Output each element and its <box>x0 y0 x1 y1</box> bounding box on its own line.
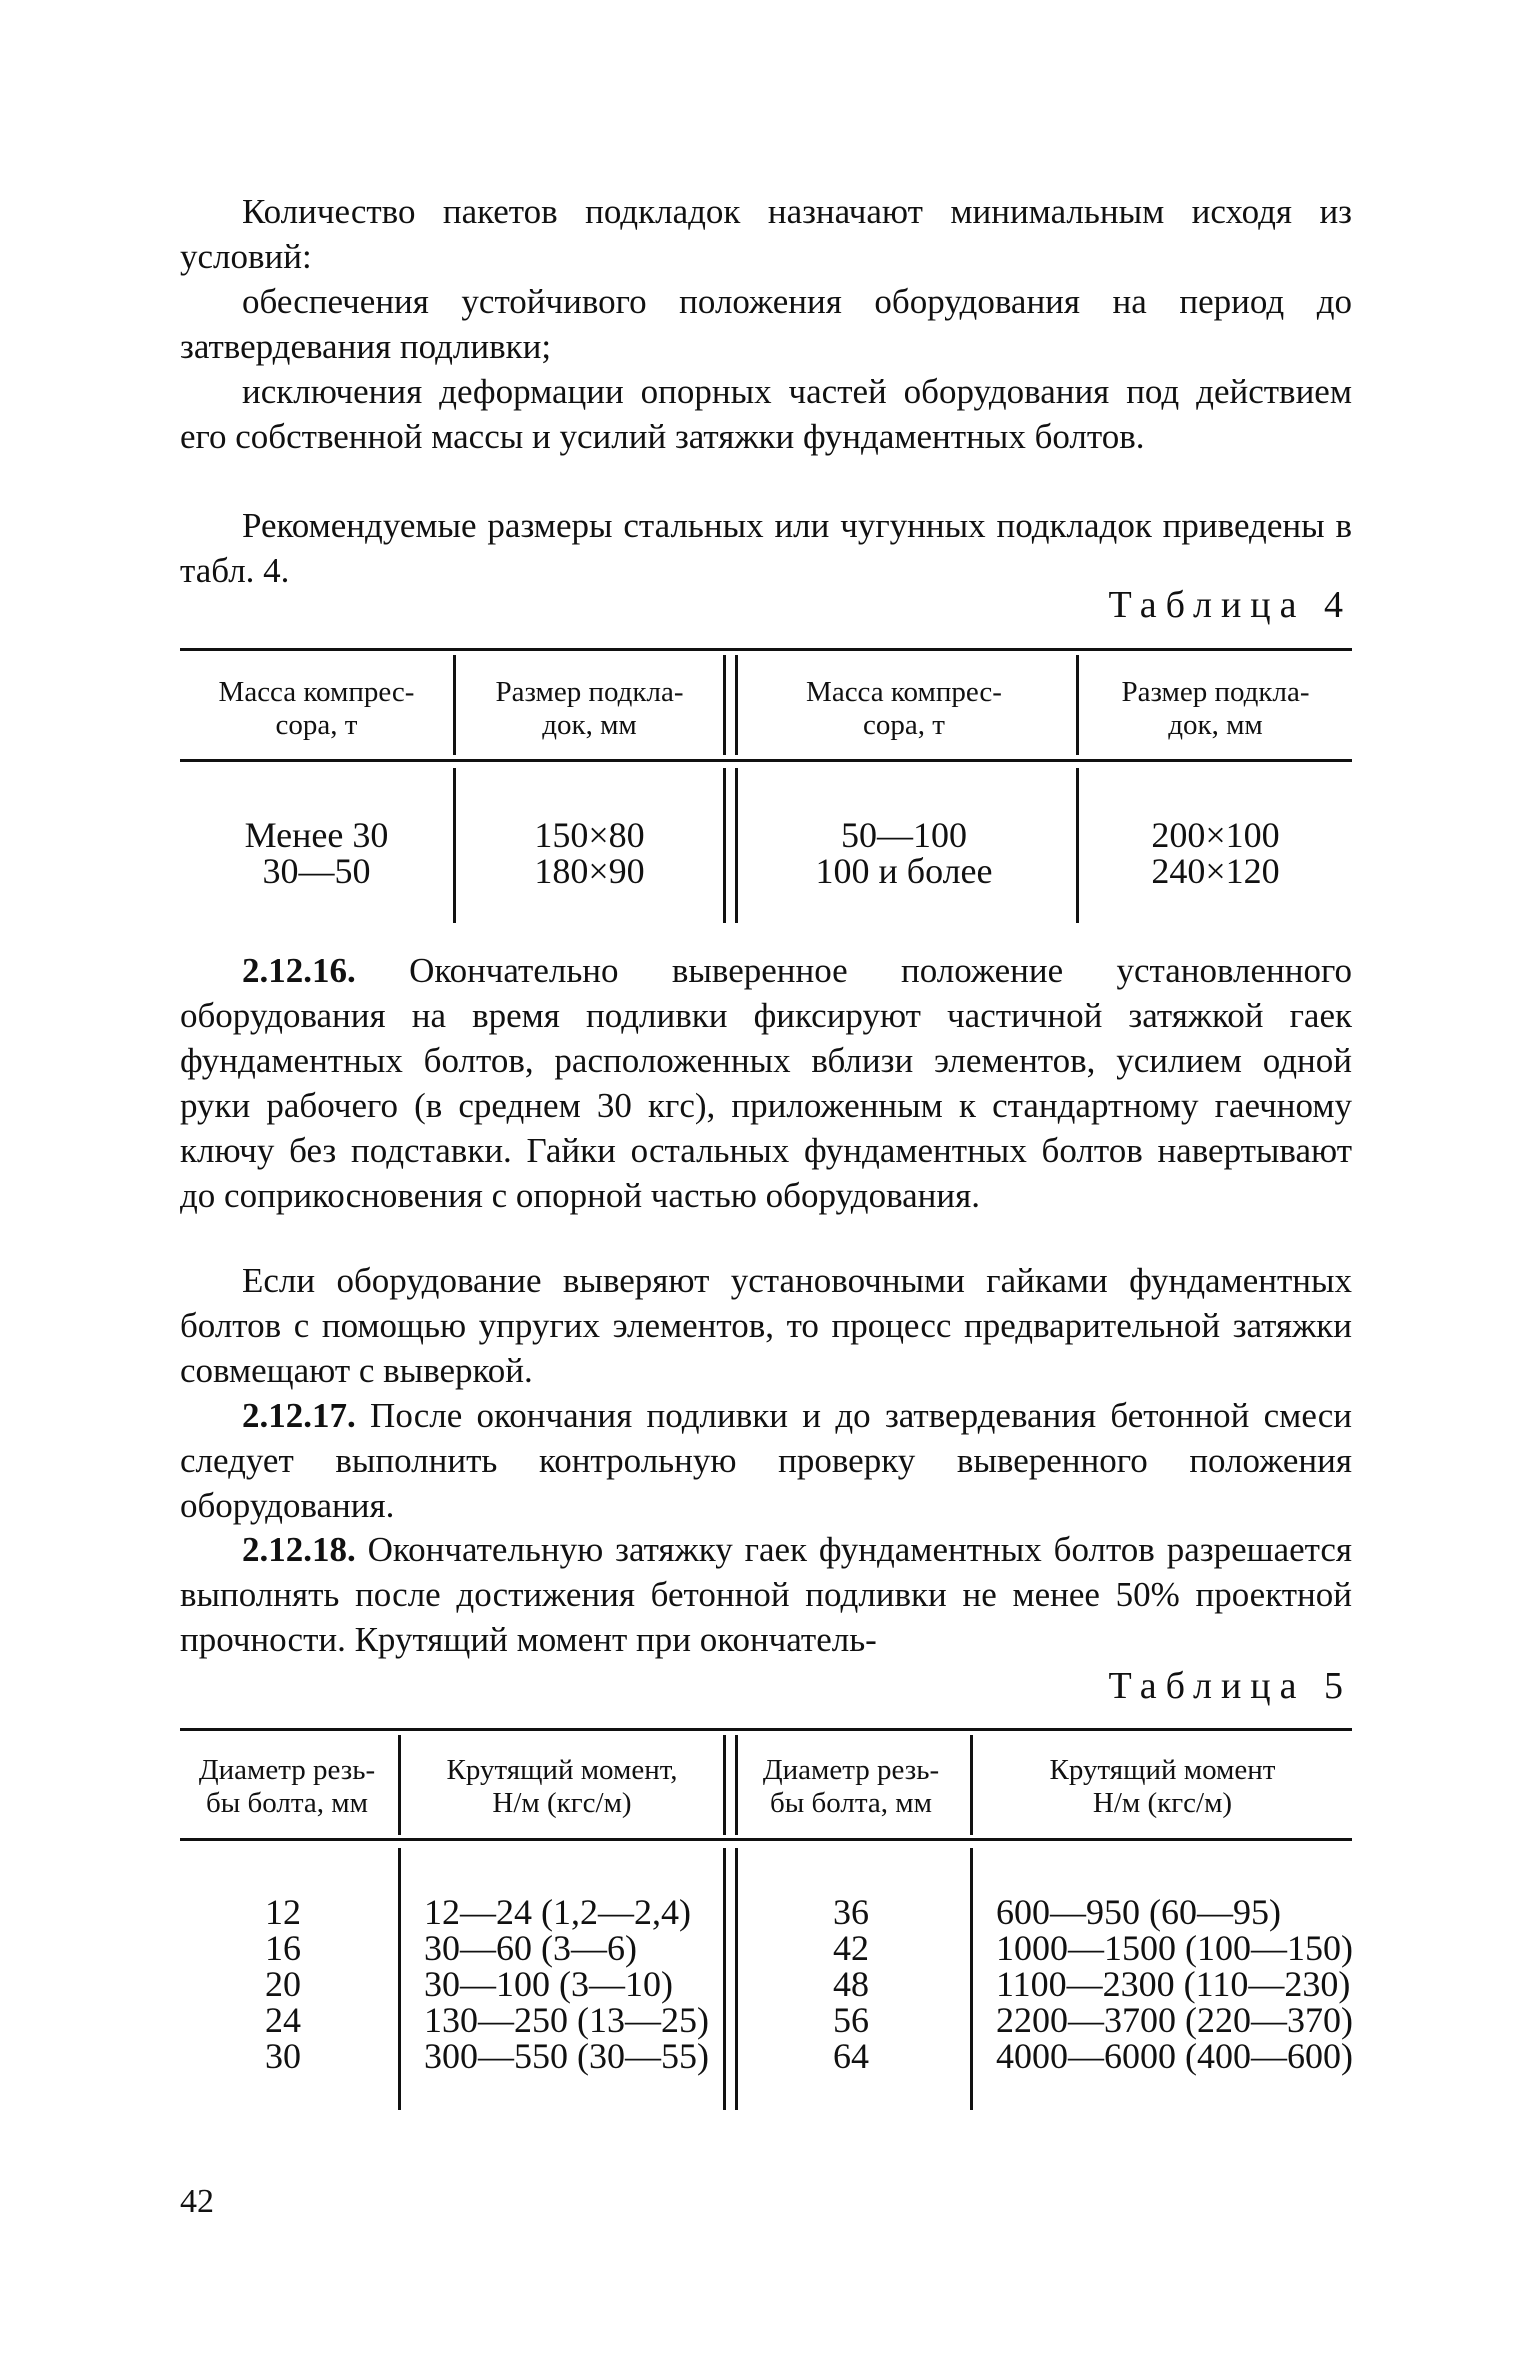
table5-col-diameter-1 <box>180 1894 386 2074</box>
table-cell: 150×80 <box>534 815 645 855</box>
table5-col-torque-2 <box>996 1894 1352 2074</box>
table5-header-rule <box>180 1838 1352 1841</box>
table5-col-torque-1 <box>424 1894 720 2074</box>
table-cell: 1100—2300 (110—230) <box>996 1964 1351 2004</box>
table-cell: 20 <box>265 1964 301 2004</box>
table-cell: 50—100 <box>841 815 967 855</box>
table-cell: 300—550 (30—55) <box>424 2036 709 2076</box>
section-2-12-18 <box>180 1527 1352 1662</box>
paragraph-intro: Количество пакетов подкладок назначают минимальным исходя из условий: <box>180 192 1352 276</box>
table-cell: 130—250 (13—25) <box>424 2000 709 2040</box>
table5-header-diameter-2 <box>732 1754 970 1820</box>
section-number: 2.12.17. <box>242 1396 356 1435</box>
table-cell: 30—60 (3—6) <box>424 1928 637 1968</box>
table5-header-diameter-1 <box>176 1754 398 1820</box>
table-cell: 600—950 (60—95) <box>996 1892 1281 1932</box>
table-cell: 30 <box>265 2036 301 2076</box>
paragraph-preliminary-tightening: Если оборудование выверяют установочными гайками фундаментных болтов с помощью упругих элементов, то процесс предварительной затяжки совмещают с выверкой. <box>180 1261 1352 1390</box>
table-cell: 30—100 (3—10) <box>424 1964 673 2004</box>
table-cell: 16 <box>265 1928 301 1968</box>
table4-header-mass-1 <box>180 676 453 742</box>
section-number: 2.12.18. <box>242 1530 356 1569</box>
table5-top-rule <box>180 1728 1352 1731</box>
table4-col-mass-1 <box>180 817 453 889</box>
table-cell: 1000—1500 (100—150) <box>996 1928 1353 1968</box>
table4-header-text: Размер подкла- док, мм <box>1121 676 1310 741</box>
table4-header-text: Масса компрес- сора, т <box>218 676 415 741</box>
table-cell: 100 и более <box>815 851 993 891</box>
table4-caption: Таблица 4 <box>1108 584 1352 626</box>
table-cell: 56 <box>833 2000 869 2040</box>
table-cell: 36 <box>833 1892 869 1932</box>
table-cell: 64 <box>833 2036 869 2076</box>
table-cell: 2200—3700 (220—370) <box>996 2000 1353 2040</box>
table-cell: 42 <box>833 1928 869 1968</box>
table-cell: 30—50 <box>262 851 371 891</box>
table4-top-rule <box>180 648 1352 651</box>
table4-header-text: Размер подкла- док, мм <box>495 676 684 741</box>
table4-header-size-2 <box>1079 676 1352 742</box>
paragraph-condition-1: обеспечения устойчивого положения оборудования на период до затвердевания подливки; <box>180 282 1352 366</box>
table-cell: 180×90 <box>534 851 645 891</box>
section-text: Окончательно выверенное положение установленного оборудования на время подливки фиксируют частичной затяжкой гаек фундаментных болтов, расположенных вблизи элементов, усилием одной руки рабочего (в среднем 30 кгс), приложенным к стандартному гаечному ключу без подставки. Гайки остальных фундаментных болтов навертывают до соприкосновения с опорной частью оборудования. <box>180 951 1352 1215</box>
table-cell: 240×120 <box>1151 851 1280 891</box>
section-2-12-16 <box>180 948 1352 1218</box>
table-cell: 12—24 (1,2—2,4) <box>424 1892 691 1932</box>
paragraph-table4-reference: Рекомендуемые размеры стальных или чугунных подкладок приведены в табл. 4. <box>180 506 1352 590</box>
section-2-12-17 <box>180 1393 1352 1528</box>
table4-header-mass-2 <box>732 676 1076 742</box>
table-cell: 24 <box>265 2000 301 2040</box>
table-cell: 4000—6000 (400—600) <box>996 2036 1353 2076</box>
table4-col-size-1 <box>456 817 723 889</box>
section-number: 2.12.16. <box>242 951 356 990</box>
section-text: После окончания подливки и до затвердевания бетонной смеси следует выполнить контрольную проверку выверенного положения оборудования. <box>180 1396 1352 1525</box>
table-cell: 12 <box>265 1892 301 1932</box>
section-text: Окончательную затяжку гаек фундаментных болтов разрешается выполнять после достижения бетонной подливки не менее 50% проектной прочности. Крутящий момент при окончатель- <box>180 1530 1352 1659</box>
table-cell: 200×100 <box>1151 815 1280 855</box>
page-number: 42 <box>180 2183 214 2220</box>
table-cell: 48 <box>833 1964 869 2004</box>
table4-header-size-1 <box>456 676 723 742</box>
table5-header-torque-2 <box>973 1754 1352 1820</box>
table5-caption: Таблица 5 <box>1108 1665 1352 1707</box>
paragraph-condition-2: исключения деформации опорных частей оборудования под действием его собственной массы и усилий затяжки фундаментных болтов. <box>180 372 1352 456</box>
table4-col-mass-2 <box>732 817 1076 889</box>
table5-col-diameter-2 <box>732 1894 970 2074</box>
table5-header-text: Диаметр резь- бы болта, мм <box>762 1754 940 1819</box>
table4-header-rule <box>180 759 1352 762</box>
table4-header-text: Масса компрес- сора, т <box>806 676 1002 741</box>
table5-header-torque-1 <box>401 1754 723 1820</box>
table5-divider <box>398 1848 401 2110</box>
table5-header-text: Крутящий момент Н/м (кгс/м) <box>1049 1754 1276 1819</box>
table5-header-text: Крутящий момент, Н/м (кгс/м) <box>446 1754 678 1819</box>
table-cell: Менее 30 <box>244 815 389 855</box>
table5-divider <box>970 1848 973 2110</box>
table5-header-text: Диаметр резь- бы болта, мм <box>198 1754 376 1819</box>
table4-col-size-2 <box>1079 817 1352 889</box>
